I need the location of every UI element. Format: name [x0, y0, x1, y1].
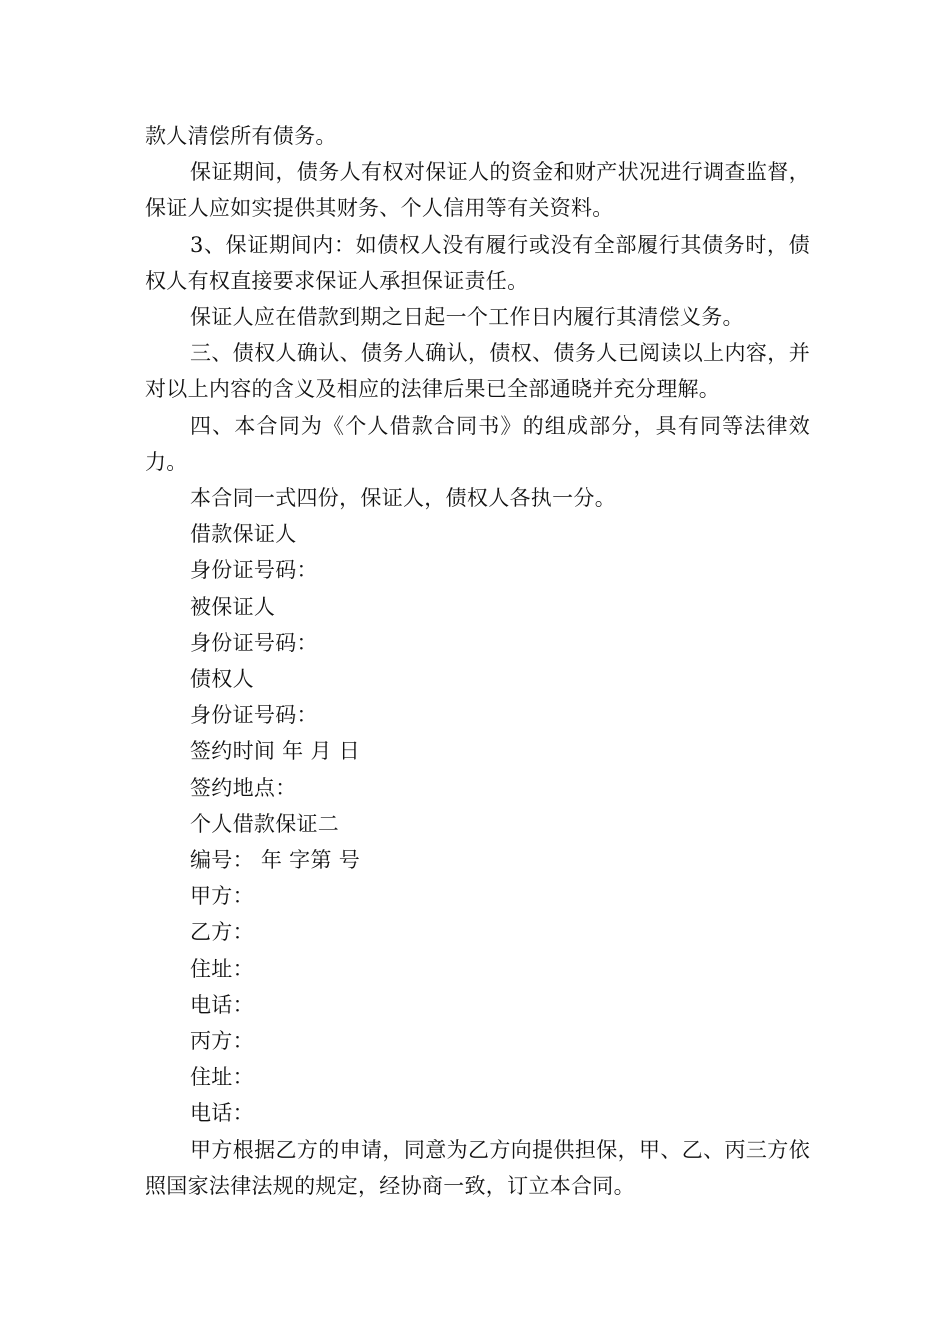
paragraph-agreement-preamble: 甲方根据乙方的申请，同意为乙方向提供担保，甲、乙、丙三方依照国家法律法规的规定，经协商一致，订立本合同。 [145, 1137, 810, 1198]
field-loan-guarantor: 借款保证人 [190, 522, 297, 547]
field-phone-b: 电话： [190, 992, 254, 1017]
field-address-b: 住址： [190, 956, 254, 981]
field-id-number-guarantor: 身份证号码： [190, 558, 318, 583]
paragraph-debt-clearance: 款人清偿所有债务。 [145, 124, 337, 148]
field-contract-number: 编号： 年 字第 号 [190, 848, 361, 873]
field-party-b: 乙方： [190, 920, 254, 945]
field-id-number-guaranteed: 身份证号码： [190, 630, 318, 655]
document-body [145, 118, 810, 1204]
field-address-c: 住址： [190, 1065, 254, 1090]
field-guaranteed-person: 被保证人 [190, 594, 276, 619]
paragraph-clause-3: 3、保证期间内：如债权人没有履行或没有全部履行其债务时，债权人有权直接要求保证人承担保证责任。 [145, 232, 810, 293]
field-phone-c: 电话： [190, 1101, 254, 1126]
paragraph-clause-four-validity: 四、本合同为《个人借款合同书》的组成部分，具有同等法律效力。 [145, 413, 810, 474]
field-creditor: 债权人 [190, 667, 254, 692]
field-party-a: 甲方： [190, 884, 254, 909]
paragraph-clause-three-confirmation: 三、债权人确认、债务人确认，债权、债务人已阅读以上内容，并对以上内容的含义及相应的法律后果已全部通晓并充分理解。 [145, 341, 810, 402]
paragraph-copies: 本合同一式四份，保证人，债权人各执一分。 [190, 486, 616, 511]
field-signing-date: 签约时间 年 月 日 [190, 739, 361, 764]
field-id-number-creditor: 身份证号码： [190, 703, 318, 728]
paragraph-guarantee-period-supervision: 保证期间，债务人有权对保证人的资金和财产状况进行调查监督，保证人应如实提供其财务、个人信用等有关资料。 [145, 160, 810, 221]
field-party-c: 丙方： [190, 1029, 254, 1054]
field-signing-place: 签约地点： [190, 775, 297, 800]
section-title-personal-loan-guarantee-2: 个人借款保证二 [190, 811, 340, 836]
paragraph-repayment-obligation: 保证人应在借款到期之日起一个工作日内履行其清偿义务。 [190, 305, 744, 330]
